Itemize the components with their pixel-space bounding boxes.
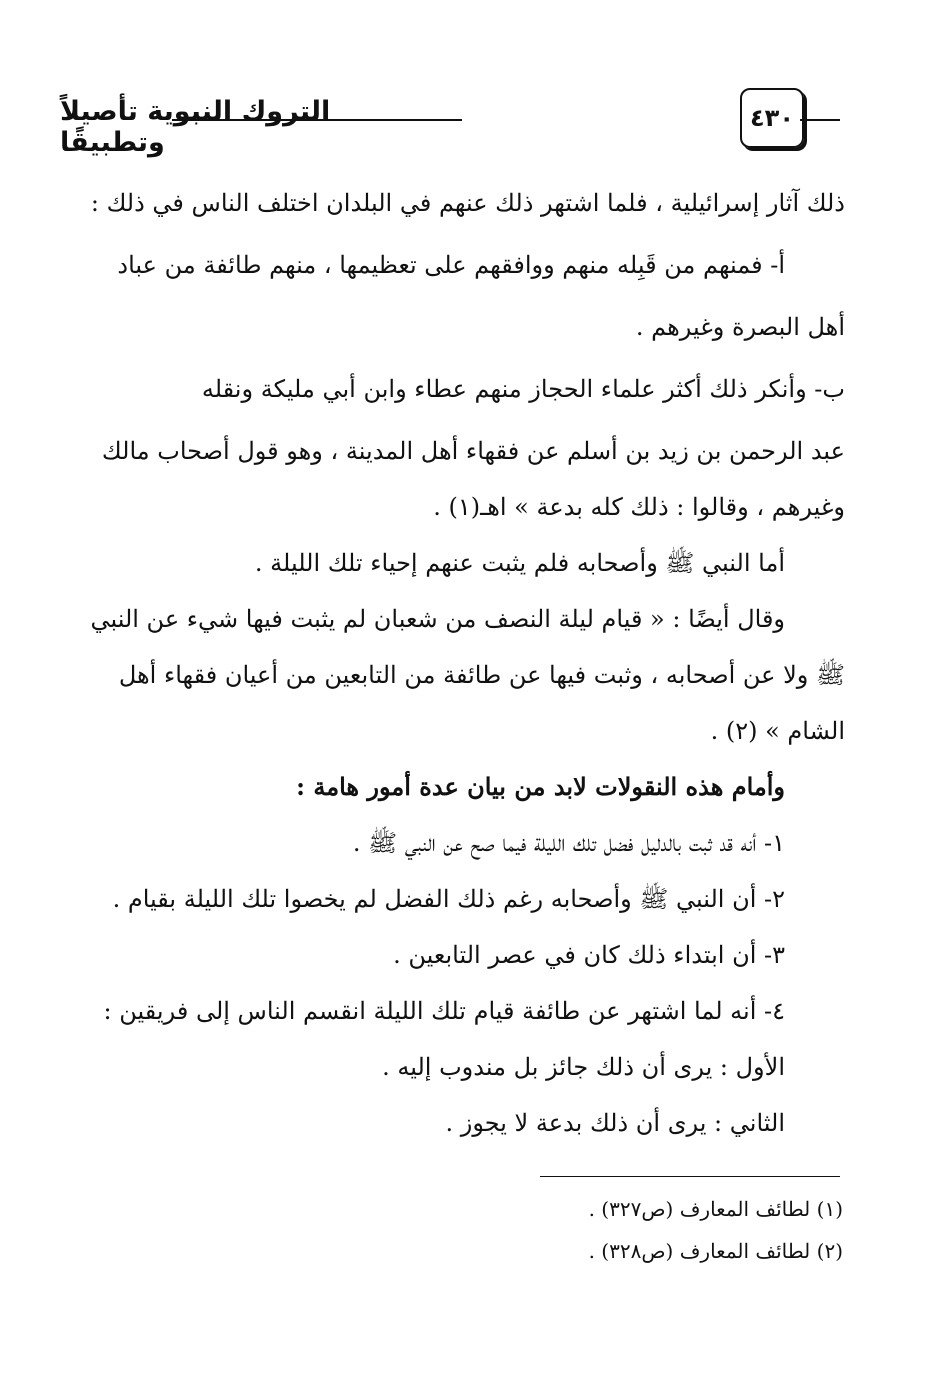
running-title: التروك النبوية تأصيلاً وتطبيقًا — [60, 96, 331, 158]
header-rule-right — [800, 119, 840, 121]
body-line-9: ﷺ ولا عن أصحابه ، وثبت فيها عن طائفة من التابعين من أعيان فقهاء أهل — [118, 661, 845, 689]
body-line-7: أما النبي ﷺ وأصحابه فلم يثبت عنهم إحياء تلك الليلة . — [254, 549, 785, 577]
header-rule-left — [172, 119, 462, 121]
body-line-4: ب- وأنكر ذلك أكثر علماء الحجاز منهم عطاء وابن أبي مليكة ونقله — [201, 375, 845, 403]
group-first: الأول : يرى أن ذلك جائز بل مندوب إليه . — [382, 1053, 785, 1081]
body-line-3: أهل البصرة وغيرهم . — [635, 313, 845, 341]
body-line-6: وغيرهم ، وقالوا : ذلك كله بدعة » اهـ(١) . — [433, 493, 845, 521]
list-item-3: ٣- أن ابتداء ذلك كان في عصر التابعين . — [393, 941, 785, 969]
body-line-1: ذلك آثار إسرائيلية ، فلما اشتهر ذلك عنهم في البلدان اختلف الناس في ذلك : — [90, 189, 845, 217]
body-line-10: الشام » (٢) . — [710, 717, 845, 745]
page-number-box — [740, 88, 804, 148]
list-item-1: ١- أنه قد ثبت بالدليل فضل تلك الليلة فيما صح عن النبي ﷺ . — [352, 829, 785, 857]
body-line-2: أ- فمنهم من قَبِله منهم ووافقهم على تعظيمها ، منهم طائفة من عباد — [117, 251, 785, 279]
footnote-1: (١) لطائف المعارف (ص٣٢٧) . — [588, 1197, 843, 1221]
list-item-2: ٢- أن النبي ﷺ وأصحابه رغم ذلك الفضل لم يخصوا تلك الليلة بقيام . — [112, 885, 785, 913]
group-second: الثاني : يرى أن ذلك بدعة لا يجوز . — [445, 1109, 785, 1137]
footnote-2: (٢) لطائف المعارف (ص٣٢٨) . — [588, 1239, 843, 1263]
body-line-8: وقال أيضًا : « قيام ليلة النصف من شعبان لم يثبت فيها شيء عن النبي — [90, 605, 785, 633]
body-line-11: وأمام هذه النقولات لابد من بيان عدة أمور هامة : — [296, 772, 785, 801]
footnote-separator — [540, 1176, 840, 1177]
body-line-5: عبد الرحمن بن زيد بن أسلم عن فقهاء أهل المدينة ، وهو قول أصحاب مالك — [101, 437, 845, 465]
list-item-4: ٤- أنه لما اشتهر عن طائفة قيام تلك الليلة انقسم الناس إلى فريقين : — [103, 997, 785, 1025]
page-header — [60, 88, 850, 158]
page-number: ٤٣٠ — [750, 104, 794, 132]
